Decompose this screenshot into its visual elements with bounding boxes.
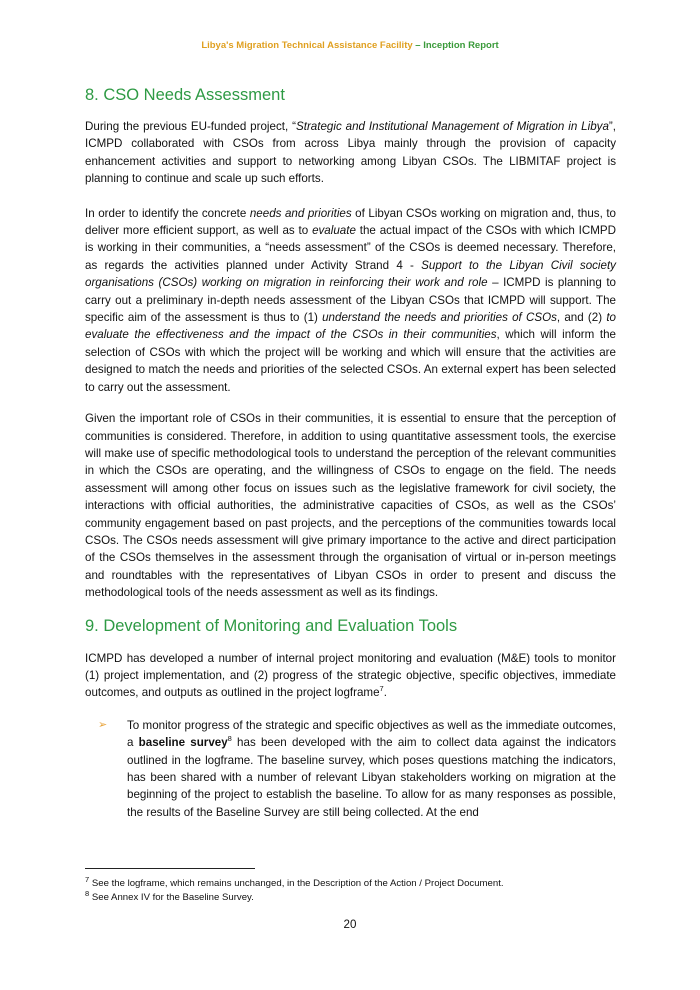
header-subtitle: Inception Report xyxy=(423,40,499,51)
footnote-8: $^8$ See Annex IV for the Baseline Survey. xyxy=(85,888,254,903)
footnote-ref-8[interactable]: 8 xyxy=(227,734,232,744)
section-9-heading: 9. Development of Monitoring and Evaluation Tools xyxy=(85,616,458,635)
header-separator: – xyxy=(412,40,424,51)
arrow-bullet-icon: ➢ xyxy=(98,718,108,731)
footnote-7: $^7$ See the logframe, which remains unchanged, in the Description of the Action / Project Document. xyxy=(85,874,504,889)
section-8-paragraph-1: During the previous EU-funded project, “Strategic and Institutional Management of Migration in Libya”, ICMPD collaborated with CSOs from across Libya mainly through the provision of capacity enhancement activities and support to networking among Libyan CSOs. The LIBMITAF project is planning to continue and scale up such efforts. xyxy=(85,120,616,186)
page-number: 20 xyxy=(343,918,357,931)
footnote-ref-7[interactable]: 7 xyxy=(379,684,384,694)
section-8-paragraph-3: Given the important role of CSOs in their communities, it is essential to ensure that the perception of communities is considered. Therefore, in addition to using quantitative assessment tools, the exercise will make use of specific methodological tools to understand the perception of the relevant communities in which the CSOs are operating, and the willingness of CSOs to engage on the field. The needs assessment will among other focus on issues such as the legislative framework for civil society, the interactions with official authorities, the administrative capacities of CSOs, as well as the CSOs’ community engagement based on past projects, and the perceptions of the communities towards local CSOs. The CSOs needs assessment will give primary importance to the active and direct participation of the CSOs themselves in the assessment through the organisation of virtual or in-person meetings and roundtables with the representatives of Libyan CSOs in order to present and discuss the methodological tools of the needs assessment as well as its findings. xyxy=(85,412,616,600)
header-title: Libya's Migration Technical Assistance Facility xyxy=(201,40,413,51)
section-9-paragraph-1: ICMPD has developed a number of internal project monitoring and evaluation (M&E) tools to monitor (1) project implementation, and (2) progress of the strategic objective, specific objectives, immediate outcomes, and outputs as outlined in the project logframe$^7$. xyxy=(85,651,616,700)
page-body xyxy=(85,84,616,821)
footnotes xyxy=(85,868,616,905)
section-8-paragraph-2: In order to identify the concrete needs and priorities of Libyan CSOs working on migration and, thus, to deliver more efficient support, as well as to evaluate the actual impact of the CSOs with which ICMPD is working in their communities, a “needs assessment” of the CSOs is deemed necessary. Therefore, as regards the activities planned under Activity Strand 4 - Support to the Libyan Civil society organisations (CSOs) working on migration in reinforcing their work and role – ICMPD is planning to carry out a preliminary in-depth needs assessment of the Libyan CSOs that ICMPD will support. The specific aim of the assessment is thus to (1) understand the needs and priorities of CSOs, and (2) to evaluate the effectiveness and the impact of the CSOs in their communities, which will inform the selection of CSOs with which the project will be working and which will ensure that the activities are designed to match the needs and priorities of the selected CSOs. An external expert has been selected to carry out the assessment. xyxy=(85,206,617,394)
running-header xyxy=(0,40,700,51)
bullet-item xyxy=(85,717,616,821)
footnote-divider xyxy=(85,868,255,869)
bullet-text: To monitor progress of the strategic and specific objectives as well as the immediate outcomes, a baseline survey$^8$ has been developed with the aim to collect data against the indicators outlined in the logframe. The baseline survey, which poses questions matching the indicators, has been shared with a number of relevant Libyan stakeholders working on migration at the beginning of the project to establish the baseline. To allow for as many responses as possible, the results of the Baseline Survey are still being collected. At the end xyxy=(127,718,617,819)
section-8-heading: 8. CSO Needs Assessment xyxy=(85,86,285,104)
